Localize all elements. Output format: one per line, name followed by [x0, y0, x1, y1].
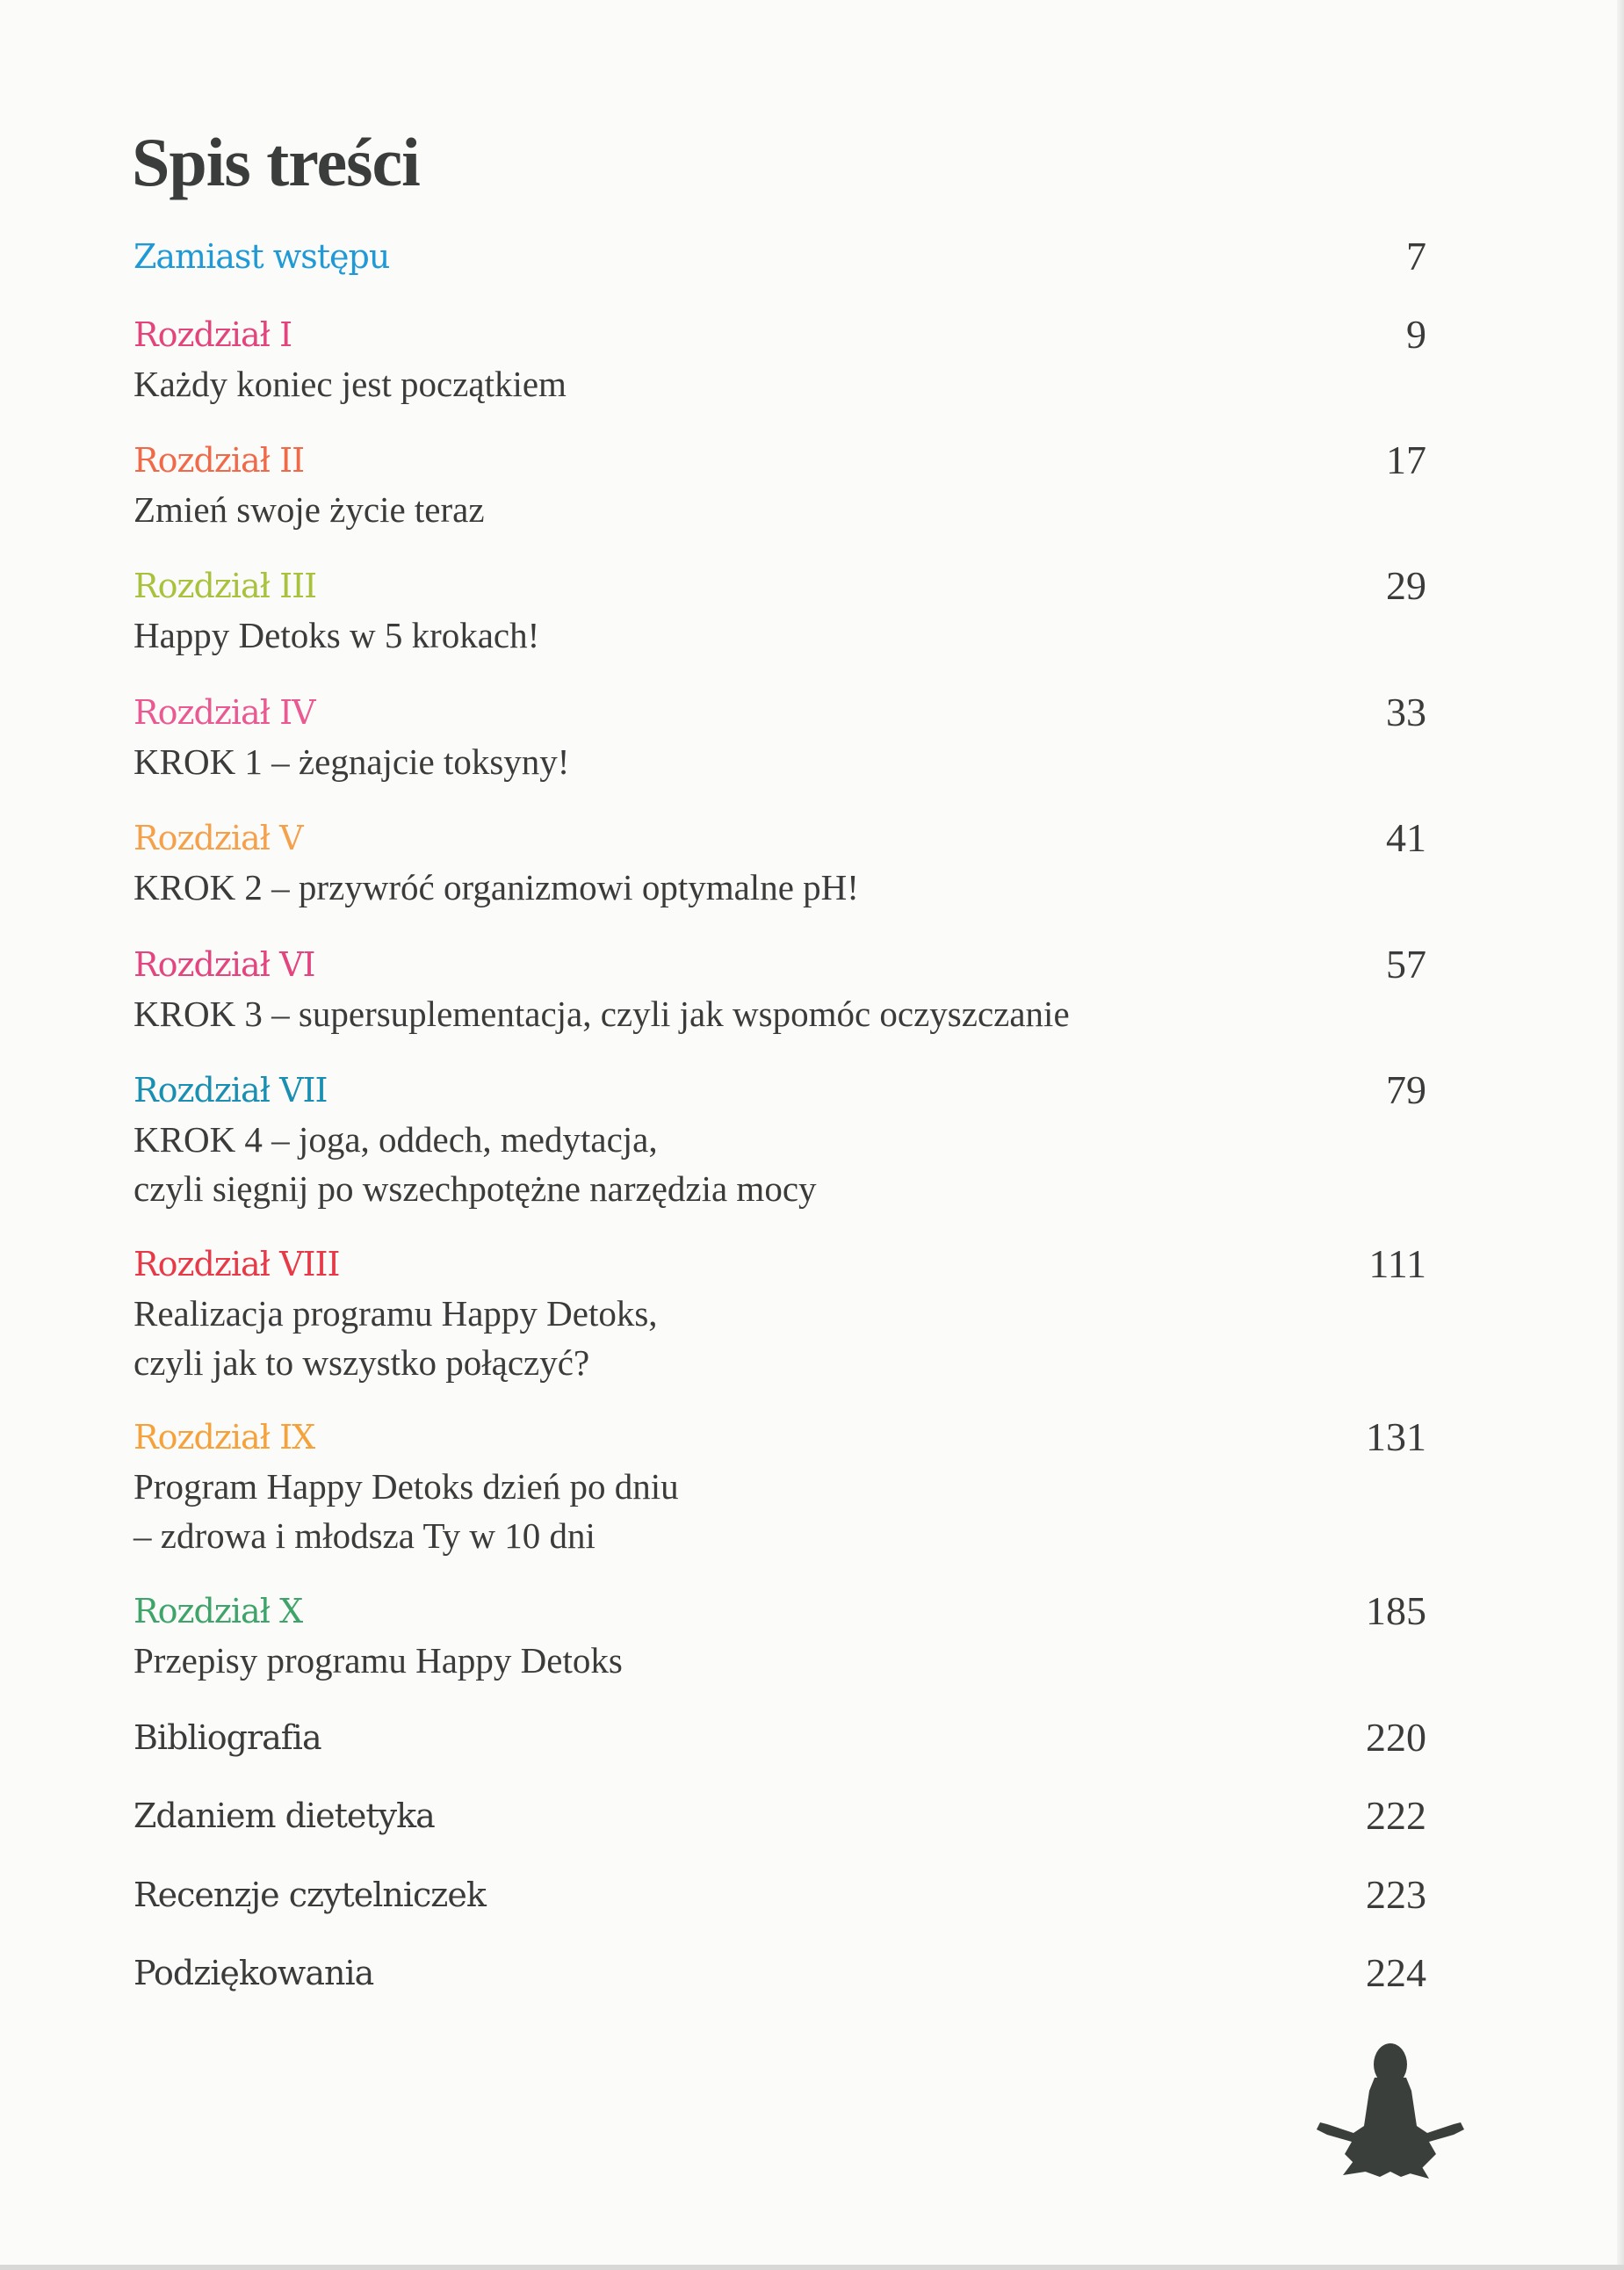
toc-entry — [134, 436, 1426, 534]
toc-entry-heading: Bibliografia — [134, 1718, 321, 1757]
toc-entry-heading: Rozdział IV — [134, 693, 315, 732]
toc-entry-heading: Rozdział III — [134, 567, 317, 605]
toc-page-number: 224 — [1366, 1950, 1426, 1995]
toc-entry-subtitle: KROK 1 – żegnajcie toksyny! — [134, 741, 570, 782]
toc-entry-subtitle: Realizacja programu Happy Detoks, — [134, 1293, 658, 1334]
toc-entry — [134, 1413, 1426, 1560]
toc-entry — [134, 1791, 1426, 1840]
toc-entry-subtitle: Każdy koniec jest początkiem — [134, 364, 567, 404]
toc-entry — [134, 232, 1426, 281]
toc-page-number: 7 — [1406, 234, 1426, 278]
toc-entry — [134, 1066, 1426, 1213]
toc-page-number: 222 — [1366, 1793, 1426, 1838]
toc-entry-heading: Rozdział X — [134, 1592, 303, 1630]
toc-entry-subtitle: Zmień swoje życie teraz — [134, 489, 485, 530]
toc-entry — [134, 561, 1426, 660]
toc-entry-subtitle: KROK 4 – joga, oddech, medytacja, — [134, 1119, 658, 1160]
page-edge — [1617, 0, 1624, 2270]
page-title: Spis treści — [132, 124, 420, 200]
toc-entry-heading: Rozdział VII — [134, 1071, 328, 1110]
toc-page-number: 220 — [1366, 1715, 1426, 1760]
toc-entry — [134, 940, 1426, 1038]
toc-page-number: 33 — [1386, 690, 1426, 734]
toc-page-number: 57 — [1386, 942, 1426, 987]
toc-page-number: 9 — [1406, 312, 1426, 357]
toc-page-number: 111 — [1368, 1241, 1426, 1286]
toc-entry-subtitle: – zdrowa i młodsza Ty w 10 dni — [134, 1515, 595, 1556]
toc-entry-subtitle: czyli sięgnij po wszechpotężne narzędzia mocy — [134, 1168, 817, 1209]
toc-page-number: 29 — [1386, 563, 1426, 608]
toc-entry-heading: Rozdział I — [134, 315, 292, 354]
toc-entry-subtitle: Przepisy programu Happy Detoks — [134, 1640, 623, 1681]
toc-entry — [134, 813, 1426, 912]
toc-page-number: 79 — [1386, 1067, 1426, 1112]
toc-entry — [134, 688, 1426, 786]
toc-entry-subtitle: Program Happy Detoks dzień po dniu — [134, 1466, 679, 1507]
toc-entry-subtitle: Happy Detoks w 5 krokach! — [134, 615, 540, 655]
toc-entry — [134, 1948, 1426, 1998]
toc-entry-subtitle: KROK 3 – supersuplementacja, czyli jak wspomóc oczyszczanie — [134, 994, 1070, 1034]
toc-entry-heading: Rozdział VIII — [134, 1245, 340, 1283]
toc-entry-heading: Recenzje czytelniczek — [134, 1876, 486, 1914]
toc-entry-heading: Rozdział VI — [134, 945, 315, 984]
toc-entry-subtitle: czyli jak to wszystko połączyć? — [134, 1342, 590, 1383]
toc-entry-heading: Podziękowania — [134, 1954, 374, 1992]
toc-page-number: 41 — [1386, 815, 1426, 860]
meditation-figure-icon — [1313, 2038, 1471, 2187]
toc-entry-heading: Zamiast wstępu — [134, 237, 390, 276]
toc-entry-subtitle: KROK 2 – przywróć organizmowi optymalne pH! — [134, 867, 859, 907]
toc-entry-heading: Rozdział IX — [134, 1418, 315, 1457]
toc-page-number: 185 — [1366, 1588, 1426, 1633]
toc-page-number: 223 — [1366, 1872, 1426, 1917]
toc-page-number: 17 — [1386, 437, 1426, 482]
toc-entry-heading: Rozdział V — [134, 819, 303, 857]
page-bottom-edge — [0, 2265, 1624, 2270]
toc-entry-heading: Rozdział II — [134, 441, 305, 480]
toc-entry — [134, 1870, 1426, 1919]
toc-page-number: 131 — [1366, 1414, 1426, 1459]
toc-entry — [134, 1240, 1426, 1387]
toc-entry-heading: Zdaniem dietetyka — [134, 1796, 435, 1835]
toc-entry — [134, 1713, 1426, 1762]
toc-entry — [134, 310, 1426, 408]
toc-entry — [134, 1587, 1426, 1685]
